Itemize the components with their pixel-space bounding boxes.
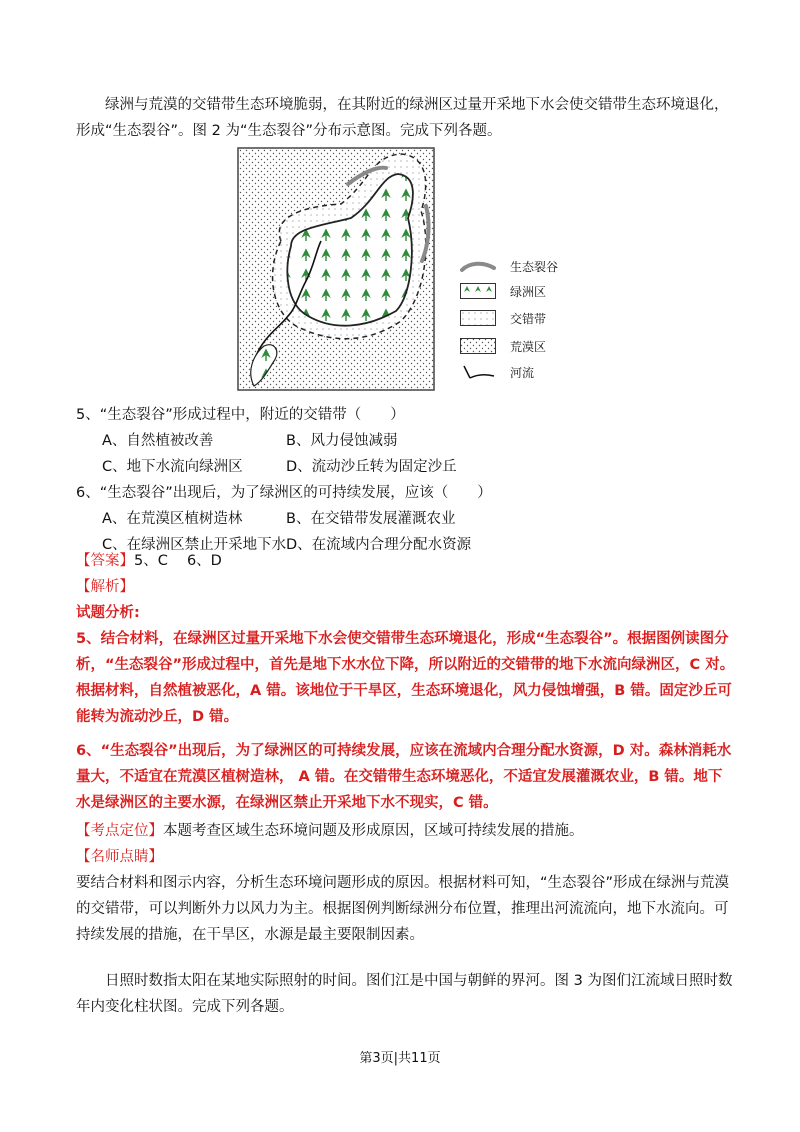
rift-swatch bbox=[460, 258, 496, 274]
next-intro: 日照时数指太阳在某地实际照射的时间。图们江是中国与朝鲜的界河。图 3 为图们江流域日照时数年内变化柱状图。完成下列各题。 bbox=[76, 973, 733, 1015]
q6-option-d: D、在流域内合理分配水资源 bbox=[286, 537, 472, 553]
eco-rift-map bbox=[236, 146, 436, 392]
q5-option-b: B、风力侵蚀减弱 bbox=[286, 433, 398, 449]
analysis-subtitle: 试题分析: bbox=[76, 605, 140, 621]
q5-stem: 5、“生态裂谷”形成过程中，附近的交错带（ ） bbox=[76, 407, 405, 423]
q5-option-d: D、流动沙丘转为固定沙丘 bbox=[286, 459, 457, 475]
q6-option-b: B、在交错带发展灌溉农业 bbox=[286, 511, 456, 527]
map-legend: 生态裂谷 绿洲区 交错带 荒漠区 河流 bbox=[460, 258, 590, 398]
q6-stem: 6、“生态裂谷”出现后，为了绿洲区的可持续发展，应该（ ） bbox=[76, 485, 492, 501]
analysis-q5: 5、结合材料，在绿洲区过量开采地下水会使交错带生态环境退化，形成“生态裂谷”。根据图例读图分析，“生态裂谷”形成过程中，首先是地下水水位下降，所以附近的交错带的地下水流向绿洲区，C 对。根据材料，自然植被恶化，A 错。该地位于干旱区，生态环境退化，风力侵蚀增强，B 错。固定沙丘可能转为流动沙丘，D 错。 bbox=[76, 631, 735, 725]
oasis-swatch bbox=[460, 283, 496, 299]
kaodian-line bbox=[76, 818, 736, 844]
kaodian-label: 【考点定位】 bbox=[76, 823, 163, 839]
mingshi-label: 【名师点睛】 bbox=[76, 849, 163, 865]
q5-option-c: C、地下水流向绿洲区 bbox=[102, 459, 243, 475]
ecotone-swatch bbox=[460, 310, 496, 326]
desert-swatch bbox=[460, 338, 496, 354]
page-footer: 第3页|共11页 bbox=[359, 1051, 441, 1066]
answer-line bbox=[76, 548, 736, 574]
analysis-q6: 6、“生态裂谷”出现后，为了绿洲区的可持续发展，应该在流域内合理分配水资源，D 对。森林消耗水量大，不适宜在荒漠区植树造林， A 错。在交错带生态环境恶化，不适宜发展灌溉农业，B 错。地下水是绿洲区的主要水源，在绿洲区禁止开采地下水不现实，C 错。 bbox=[76, 743, 732, 811]
intro-paragraph: 绿洲与荒漠的交错带生态环境脆弱，在其附近的绿洲区过量开采地下水会使交错带生态环境退化，形成“生态裂谷”。图 2 为“生态裂谷”分布示意图。完成下列各题。 bbox=[76, 97, 729, 139]
mingshi-text: 要结合材料和图示内容，分析生态环境问题形成的原因。根据材料可知，“生态裂谷”形成在绿洲与荒漠的交错带，可以判断外力以风力为主。根据图例判断绿洲分布位置，推理出河流流向，地下水流向。可持续发展的措施，在干旱区，水源是最主要限制因素。 bbox=[76, 875, 730, 943]
analysis-label: 【解析】 bbox=[76, 579, 134, 595]
q6-option-c: C、在绿洲区禁止开采地下水 bbox=[102, 537, 287, 553]
q5-option-a: A、自然植被改善 bbox=[102, 433, 214, 449]
q6-option-a: A、在荒漠区植树造林 bbox=[102, 511, 243, 527]
answer-text: 5、C 6、D bbox=[134, 553, 222, 569]
answer-label: 【答案】 bbox=[76, 553, 134, 569]
kaodian-text: 本题考查区域生态环境问题及形成原因，区域可持续发展的措施。 bbox=[163, 823, 584, 839]
river-swatch bbox=[460, 364, 496, 380]
